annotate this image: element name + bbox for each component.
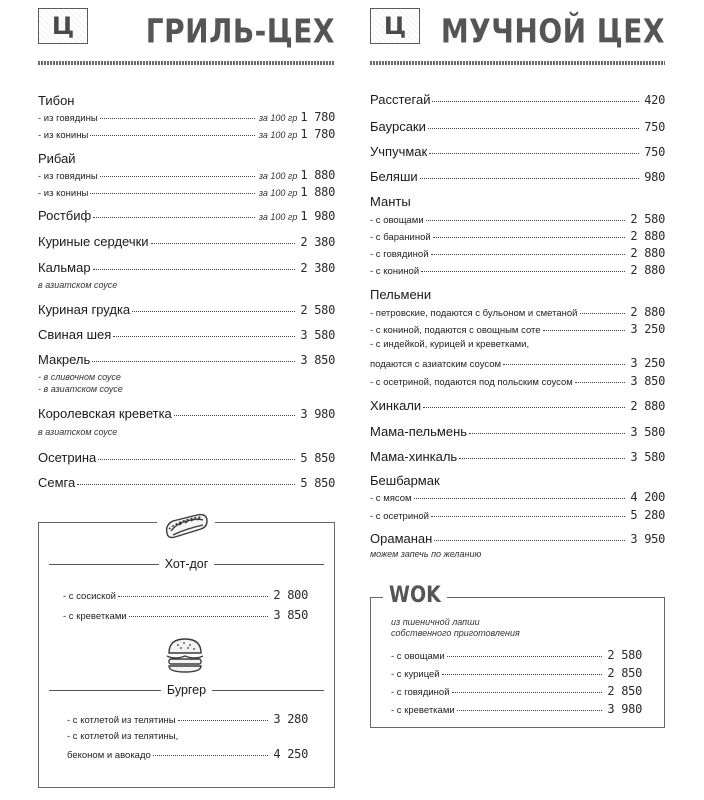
menu-subitem [38, 127, 335, 141]
leader-dots [503, 364, 625, 365]
item-price: 2 880 [630, 229, 665, 243]
subitem-label: - с креветками [63, 611, 127, 622]
item-note: в азиатском соусе [38, 280, 118, 290]
leader-dots [151, 243, 296, 244]
item-price: 3 250 [630, 322, 665, 336]
subitem-label: - из конины [38, 130, 89, 141]
item-name: Рибай [38, 151, 76, 166]
subitem-label: подаются с азиатским соусом [370, 359, 502, 370]
menu-subitem [370, 508, 665, 522]
wok-title: WOK [383, 582, 447, 607]
menu-subitem [370, 374, 665, 388]
menu-subitem [67, 747, 308, 761]
wok-description: собственного приготовления [391, 628, 520, 638]
item-price: 3 980 [607, 702, 642, 716]
leader-dots [431, 254, 626, 255]
leader-dots [93, 269, 296, 270]
flour-header [370, 0, 665, 58]
item-name: Мама-хинкаль [370, 449, 458, 464]
item-price: 2 380 [300, 261, 335, 275]
burger-heading [49, 683, 324, 697]
menu-subitem [38, 110, 335, 124]
subitem-label: - с мясом [370, 493, 412, 504]
leader-dots [421, 271, 625, 272]
menu-item-tibon [38, 93, 335, 108]
subitem-label: - из говядины [38, 113, 98, 124]
heading-line [214, 564, 324, 565]
subitem-label: - из говядины [38, 171, 98, 182]
menu-item-squid [38, 260, 335, 275]
item-price: 750 [644, 145, 665, 159]
item-price: 2 850 [607, 684, 642, 698]
subitem-label: - с бараниной [370, 232, 431, 243]
leader-dots [93, 217, 255, 218]
leader-dots [90, 193, 255, 194]
leader-dots [433, 237, 626, 238]
leader-dots [575, 382, 626, 383]
leader-dots [426, 220, 626, 221]
menu-item-mackerel [38, 352, 335, 367]
menu-subitem [370, 229, 665, 243]
menu-item-hearts [38, 234, 335, 249]
leader-dots [442, 674, 603, 675]
subitem-label: - с осетриной [370, 511, 429, 522]
menu-item-belyashi [370, 169, 665, 184]
item-price: 2 880 [630, 263, 665, 277]
per-weight: за 100 гр [258, 212, 298, 222]
leader-dots [431, 516, 625, 517]
item-price: 2 580 [300, 303, 335, 317]
leader-dots [447, 656, 603, 657]
item-price: 3 280 [273, 712, 308, 726]
menu-item-mama-khinkal [370, 449, 665, 464]
item-price: 2 850 [607, 666, 642, 680]
item-price: 980 [644, 170, 665, 184]
snacks-box [38, 522, 335, 788]
leader-dots [469, 433, 625, 434]
grill-divider [38, 61, 335, 65]
leader-dots [100, 176, 255, 177]
restaurant-logo: Ц [370, 8, 420, 44]
subitem-label: - с котлетой из телятины, [67, 731, 179, 742]
menu-item-salmon [38, 475, 335, 490]
item-price: 2 880 [630, 399, 665, 413]
leader-dots [178, 720, 269, 721]
menu-subitem [63, 608, 308, 622]
leader-dots [434, 540, 625, 541]
menu-subitem [370, 305, 665, 319]
menu-subitem [38, 185, 335, 199]
subitem-label: - с котлетой из телятины [67, 715, 176, 726]
menu-subitem [38, 168, 335, 182]
menu-subitem [391, 702, 642, 716]
menu-item-sturgeon [38, 450, 335, 465]
flour-section [370, 0, 665, 716]
leader-dots [90, 135, 255, 136]
menu-subitem [370, 212, 665, 226]
subitem-label: беконом и авокадо [67, 750, 151, 761]
item-price: 1 980 [300, 209, 335, 223]
menu-subitem [370, 356, 665, 370]
item-price: 2 800 [273, 588, 308, 602]
leader-dots [100, 118, 255, 119]
item-price: 4 250 [273, 747, 308, 761]
item-price: 420 [644, 93, 665, 107]
leader-dots [113, 336, 295, 337]
menu-subitem [391, 648, 642, 662]
per-weight: за 100 гр [258, 130, 298, 140]
item-name: Кальмар [38, 260, 91, 275]
menu-item-rostbif [38, 208, 335, 223]
leader-dots [98, 459, 295, 460]
menu-item-pelmeni [370, 287, 665, 302]
item-name: Пельмени [370, 287, 432, 302]
subitem-label: - из конины [38, 188, 89, 199]
menu-item-manty [370, 194, 665, 209]
hotdog-title: Хот-дог [164, 557, 209, 571]
menu-subitem [391, 684, 642, 698]
item-price: 2 880 [630, 246, 665, 260]
leader-dots [432, 101, 639, 102]
wok-box [370, 582, 665, 728]
leader-dots [129, 616, 269, 617]
leader-dots [428, 128, 639, 129]
item-note: - в сливочном соусе [38, 372, 121, 382]
item-name: Осетрина [38, 450, 97, 465]
flour-divider [370, 61, 665, 65]
leader-dots [429, 153, 639, 154]
item-price: 3 850 [630, 374, 665, 388]
leader-dots [414, 498, 626, 499]
leader-dots [118, 596, 268, 597]
item-price: 1 880 [300, 168, 335, 182]
item-price: 3 850 [273, 608, 308, 622]
item-price: 1 780 [300, 127, 335, 141]
leader-dots [543, 330, 626, 331]
subitem-label: - петровские, подаются с бульоном и сметаной [370, 308, 578, 319]
menu-item-baursaki [370, 119, 665, 134]
menu-item-mama-pelmen [370, 424, 665, 439]
item-name: Бешбармак [370, 473, 440, 488]
leader-dots [457, 710, 603, 711]
item-name: Тибон [38, 93, 75, 108]
per-weight: за 100 гр [258, 171, 298, 181]
grill-section [38, 0, 335, 761]
item-price: 3 850 [300, 353, 335, 367]
leader-dots [452, 692, 603, 693]
item-price: 2 580 [630, 212, 665, 226]
hotdog-icon [157, 509, 215, 547]
item-name: Королевская креветка [38, 406, 172, 421]
item-note: - в азиатском соусе [38, 384, 123, 394]
heading-line [49, 690, 161, 691]
menu-item-breast [38, 302, 335, 317]
heading-line [212, 690, 324, 691]
item-name: Куриная грудка [38, 302, 131, 317]
wok-description: из пшеничной лапши [391, 617, 480, 627]
subitem-label: - с кониной, подаются с овощным соте [370, 325, 541, 336]
heading-line [49, 564, 159, 565]
subitem-label: - с индейкой, курицей и креветками, [370, 339, 530, 350]
item-name: Баурсаки [370, 119, 426, 134]
leader-dots [580, 313, 626, 314]
subitem-label: - с креветками [391, 705, 455, 716]
item-price: 1 780 [300, 110, 335, 124]
menu-item-beshbarmak [370, 473, 665, 488]
subitem-label: - с курицей [391, 669, 440, 680]
menu-subitem [370, 490, 665, 504]
leader-dots [423, 407, 625, 408]
per-weight: за 100 гр [258, 188, 298, 198]
item-price: 1 880 [300, 185, 335, 199]
menu-item-khinkali [370, 398, 665, 413]
subitem-label: - с овощами [370, 215, 424, 226]
leader-dots [420, 178, 640, 179]
menu-subitem [370, 263, 665, 277]
subitem-label: - с осетриной, подаются под польским соусом [370, 377, 573, 388]
leader-dots [174, 415, 296, 416]
menu-item-pork [38, 327, 335, 342]
hotdog-heading [49, 557, 324, 571]
item-price: 3 580 [300, 328, 335, 342]
subitem-label: - с кониной [370, 266, 420, 277]
leader-dots [132, 311, 295, 312]
item-price: 5 850 [300, 451, 335, 465]
item-price: 3 950 [630, 532, 665, 546]
menu-subitem [63, 588, 308, 602]
item-name: Расстегай [370, 92, 431, 107]
item-price: 3 980 [300, 407, 335, 421]
item-price: 2 380 [300, 235, 335, 249]
burger-title: Бургер [166, 683, 207, 697]
menu-subitem [370, 322, 665, 336]
subitem-label: - с говядиной [391, 687, 450, 698]
subitem-label: - с говядиной [370, 249, 429, 260]
item-name: Куриные сердечки [38, 234, 149, 249]
burger-icon [163, 635, 207, 675]
item-price: 5 850 [300, 476, 335, 490]
menu-item-ribai [38, 151, 335, 166]
grill-title: ГРИЛЬ-ЦЕХ [145, 12, 335, 51]
leader-dots [77, 484, 295, 485]
menu-subitem [67, 712, 308, 726]
item-price: 5 280 [630, 508, 665, 522]
leader-dots [459, 458, 625, 459]
item-price: 3 580 [630, 450, 665, 464]
menu-subitem [370, 246, 665, 260]
item-name: Мама-пельмень [370, 424, 468, 439]
item-note: в азиатском соусе [38, 427, 118, 437]
item-price: 4 200 [630, 490, 665, 504]
item-price: 3 250 [630, 356, 665, 370]
menu-item-oramanan [370, 531, 665, 546]
leader-dots [153, 755, 269, 756]
leader-dots [92, 361, 295, 362]
item-name: Ораманан [370, 531, 433, 546]
item-note: можем запечь по желанию [370, 549, 482, 559]
per-weight: за 100 гр [258, 113, 298, 123]
item-price: 2 880 [630, 305, 665, 319]
menu-subitem [391, 666, 642, 680]
item-name: Беляши [370, 169, 418, 184]
subitem-label: - с сосиской [63, 591, 116, 602]
menu-subitem [67, 731, 308, 742]
menu-item-king-shrimp [38, 406, 335, 421]
item-price: 2 580 [607, 648, 642, 662]
item-price: 750 [644, 120, 665, 134]
subitem-label: - с овощами [391, 651, 445, 662]
menu-subitem [370, 339, 665, 350]
grill-header [38, 0, 335, 58]
item-name: Макрель [38, 352, 91, 367]
menu-item-uchpuchmak [370, 144, 665, 159]
restaurant-logo: Ц [38, 8, 88, 44]
item-name: Семга [38, 475, 76, 490]
item-name: Хинкали [370, 398, 422, 413]
menu-item-rasstegai [370, 92, 665, 107]
item-name: Манты [370, 194, 411, 209]
item-name: Учпучмак [370, 144, 428, 159]
flour-title: МУЧНОЙ ЦЕХ [440, 12, 665, 51]
item-name: Свиная шея [38, 327, 112, 342]
item-name: Ростбиф [38, 208, 92, 223]
item-price: 3 580 [630, 425, 665, 439]
